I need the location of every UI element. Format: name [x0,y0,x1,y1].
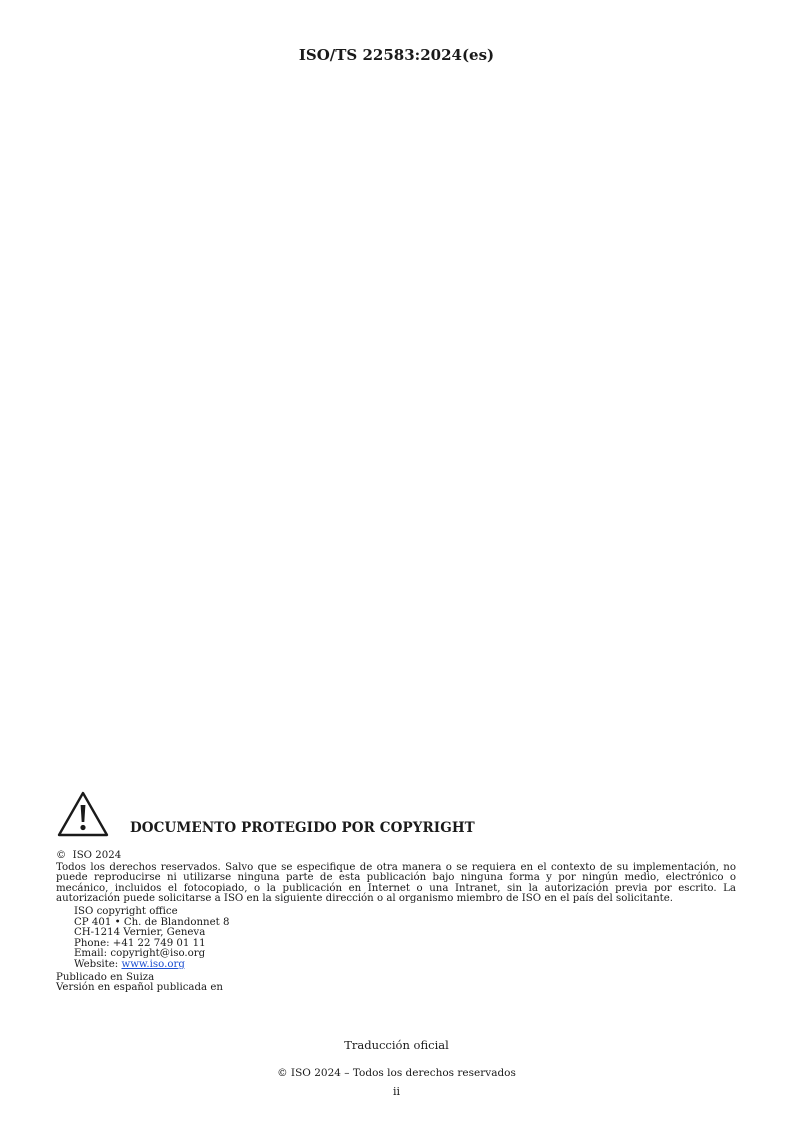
copyright-warning [56,790,475,838]
address-city: CH-1214 Vernier, Geneva [74,927,206,939]
document-header-title: ISO/TS 22583:2024(es) [298,46,495,64]
iso-address [74,907,736,971]
website-label: Website: [74,958,122,970]
rights-paragraph: Todos los derechos reservados. Salvo que se especifique de otra manera o se requiera en el contexto de su implementación, no puede reproducirse ni utilizarse ninguna parte de esta publicación bajo ninguna forma y por ningún medio, electrónico o mecánico, incluidos el fotocopiado, o la publicación en Internet o una Intranet, sin la autorización previa por escrito. La autorización puede solicitarse a ISO en la siguiente dirección o al organismo miembro de ISO en el país del solicitante. [56,861,736,905]
address-email: Email: copyright@iso.org [74,948,206,960]
page-number: ii [392,1085,401,1098]
address-street: CP 401 • Ch. de Blandonnet 8 [74,916,230,928]
footer-copyright: © ISO 2024 – Todos los derechos reservados [277,1067,516,1079]
copyright-notice [56,851,736,994]
copyright-year: ISO 2024 [72,850,122,861]
address-office: ISO copyright office [74,905,178,917]
published-in: Publicado en Suiza [56,971,155,983]
address-website [74,960,736,971]
copyright-line [56,851,736,862]
warning-title: DOCUMENTO PROTEGIDO POR COPYRIGHT [130,820,475,836]
publication-info [56,973,736,994]
website-link[interactable]: www.iso.org [121,958,185,970]
copyright-symbol: © [56,850,67,861]
address-phone: Phone: +41 22 749 01 11 [74,937,206,949]
warning-triangle-icon [56,790,110,838]
official-translation: Traducción oficial [344,1038,449,1052]
spanish-version: Versión en español publicada en [56,982,223,994]
